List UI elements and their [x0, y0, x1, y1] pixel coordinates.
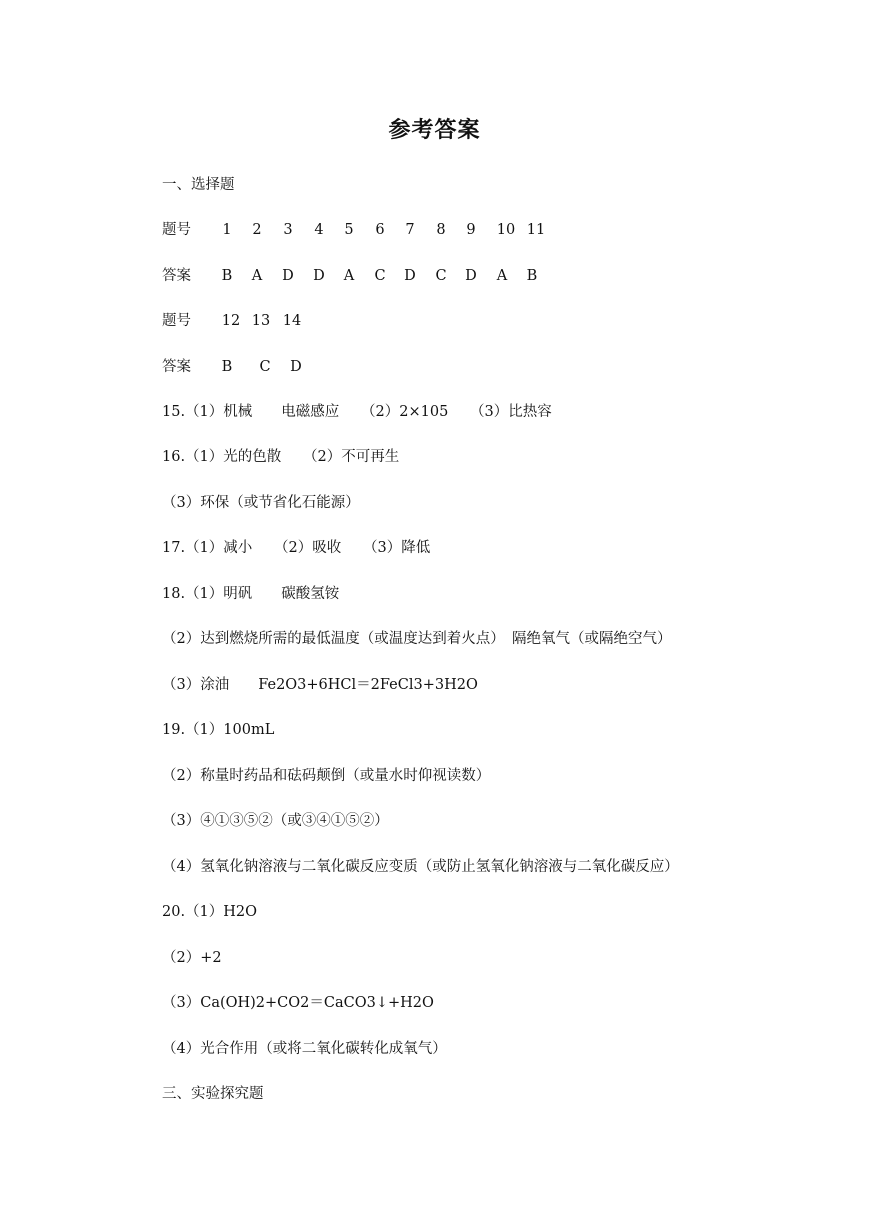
question-number: 14: [282, 313, 302, 329]
question-number: 12: [221, 313, 241, 329]
answer-value: C: [435, 268, 447, 284]
question-number: 5: [344, 222, 354, 238]
mc-question-row-1: [162, 220, 582, 240]
question-number: 1: [222, 222, 232, 238]
answer-line-q20b: （2）+2: [162, 950, 222, 966]
page-title: 参考答案: [388, 117, 481, 143]
question-number: 8: [436, 222, 446, 238]
question-number: 9: [466, 222, 476, 238]
answer-value: D: [313, 268, 325, 284]
answer-line-q18b: （2）达到燃烧所需的最低温度（或温度达到着火点） 隔绝氧气（或隔绝空气）: [162, 631, 672, 647]
answer-line-q20d: （4）光合作用（或将二氧化碳转化成氧气）: [162, 1041, 447, 1057]
answer-line-q19a: 19.（1）100mL: [162, 722, 275, 738]
answer-line-q19c: （3）④①③⑤②（或③④①⑤②）: [162, 813, 389, 829]
question-number: 11: [526, 222, 546, 238]
answer-line-q18c: （3）涂油 Fe2O3+6HCl＝2FeCl3+3H2O: [162, 677, 478, 693]
answer-value: B: [221, 268, 233, 284]
answer-value: C: [259, 359, 271, 375]
answer-line-q19d: （4）氢氧化钠溶液与二氧化碳反应变质（或防止氢氧化钠溶液与二氧化碳反应）: [162, 859, 679, 875]
mc-answer-row-2: [162, 357, 362, 377]
answer-value: C: [374, 268, 386, 284]
answer-value: D: [290, 359, 302, 375]
question-number: 4: [314, 222, 324, 238]
question-number-label: 题号: [162, 222, 191, 238]
question-number: 3: [283, 222, 293, 238]
answer-line-q18a: 18.（1）明矾 碳酸氢铵: [162, 586, 340, 602]
answer-line-q17: 17.（1）减小 （2）吸收 （3）降低: [162, 540, 431, 556]
question-number: 10: [496, 222, 516, 238]
answer-label: 答案: [162, 359, 191, 375]
answer-value: A: [343, 268, 355, 284]
question-number: 2: [252, 222, 262, 238]
answer-value: D: [404, 268, 416, 284]
question-number-label: 题号: [162, 313, 191, 329]
answer-value: A: [496, 268, 508, 284]
answer-line-q20c: （3）Ca(OH)2+CO2＝CaCO3↓+H2O: [162, 995, 434, 1011]
answer-label: 答案: [162, 268, 191, 284]
answer-value: A: [251, 268, 263, 284]
answer-value: D: [282, 268, 294, 284]
question-number: 6: [375, 222, 385, 238]
question-number: 7: [405, 222, 415, 238]
answer-line-q20a: 20.（1）H2O: [162, 904, 258, 920]
answer-line-q15: 15.（1）机械 电磁感应 （2）2×105 （3）比热容: [162, 404, 552, 420]
question-number: 13: [251, 313, 271, 329]
section-heading-experiment: 三、实验探究题: [162, 1086, 264, 1102]
answer-value: B: [526, 268, 538, 284]
answer-value: B: [221, 359, 233, 375]
answer-line-q16a: 16.（1）光的色散 （2）不可再生: [162, 449, 400, 465]
mc-answer-row-1: [162, 266, 582, 286]
section-heading-multiple-choice: 一、选择题: [162, 177, 235, 193]
answer-line-q19b: （2）称量时药品和砝码颠倒（或量水时仰视读数）: [162, 768, 491, 784]
answer-line-q16b: （3）环保（或节省化石能源）: [162, 495, 360, 511]
answer-value: D: [465, 268, 477, 284]
mc-question-row-2: [162, 311, 362, 331]
